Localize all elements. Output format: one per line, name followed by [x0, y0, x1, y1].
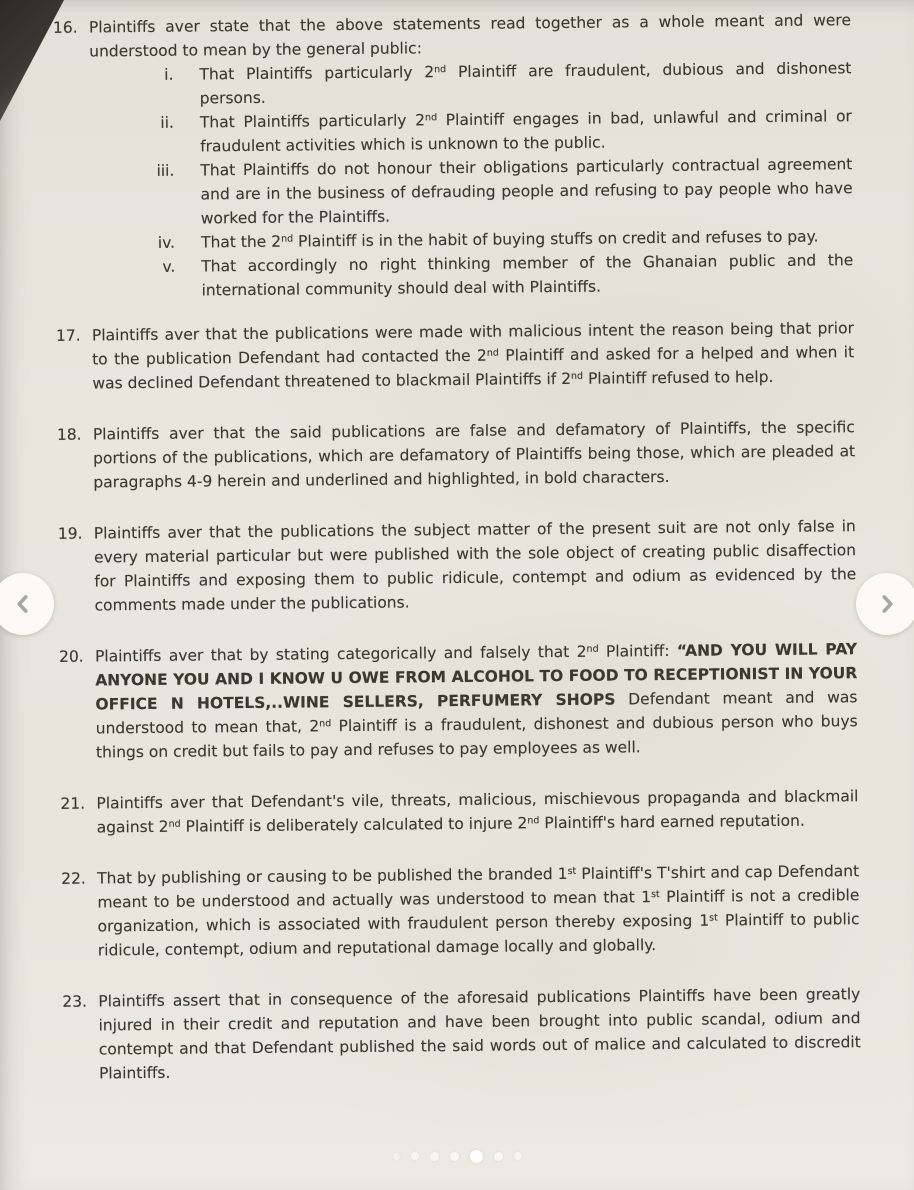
carousel-prev-button[interactable]	[0, 573, 54, 635]
text-segment: Plaintiff's T'shirt and cap Defendant meant to be understood and actually was understood to mean that 1	[97, 862, 860, 912]
sub-item-text	[201, 248, 853, 302]
sub-item-marker: iii.	[156, 161, 175, 180]
text-segment: That accordingly no right thinking member of the Ghanaian public and the international community should deal with Plaintiffs.	[201, 251, 854, 300]
paragraph-18	[57, 415, 856, 495]
superscript: nd	[424, 112, 438, 124]
superscript: nd	[319, 718, 332, 730]
carousel-next-button[interactable]	[856, 573, 914, 635]
carousel-dot	[514, 1152, 522, 1160]
text-segment: That the 2	[200, 232, 282, 252]
carousel-dot	[450, 1152, 459, 1161]
text-segment: That Plaintiffs particularly 2	[199, 111, 426, 132]
text-segment: Plaintiff are fraudulent, dubious and dishonest persons.	[199, 59, 852, 108]
text-segment: Plaintiffs aver state that the above statements read together as a whole meant and were understood to mean by the general public:	[88, 11, 852, 61]
sub-item-marker: v.	[162, 257, 176, 276]
superscript: st	[567, 865, 577, 877]
paragraph-number: 17.	[55, 326, 81, 345]
paragraph-text	[95, 637, 858, 764]
text-segment: Plaintiff is in the habit of buying stuffs on credit and refuses to pay.	[293, 227, 819, 251]
paragraph-16	[53, 8, 854, 304]
paragraph-text	[98, 982, 861, 1085]
superscript: nd	[486, 347, 499, 359]
sub-item-text	[200, 152, 853, 230]
sub-item-list	[89, 56, 853, 303]
paragraph-19	[58, 514, 857, 618]
text-segment: That Plaintiffs particularly 2	[199, 63, 435, 84]
superscript: st	[650, 889, 660, 901]
superscript: nd	[434, 64, 447, 76]
text-segment: Plaintiffs aver that Defendant's vile, threats, malicious, mischievous propaganda and blackmail against 2	[96, 787, 859, 837]
paragraph-number: 22.	[61, 869, 86, 888]
sub-item	[91, 248, 853, 303]
text-segment: Plaintiff:	[598, 641, 677, 661]
superscript: nd	[586, 643, 599, 655]
sub-item-text	[199, 56, 851, 110]
text-segment: Plaintiff's hard earned reputation.	[539, 811, 805, 833]
paragraph-17	[56, 316, 855, 396]
carousel-dot	[430, 1152, 439, 1161]
text-segment: Plaintiffs assert that in consequence of the aforesaid publications Plaintiffs have been greatly injured in their credit and reputation and have been brought into public scandal, odium and contempt and that Defendant published the said words out of malice and calculated to discredit Plaintiffs.	[98, 985, 861, 1083]
text-segment: Defendant meant and was understood to mean that, 2	[95, 688, 858, 738]
chevron-right-icon	[874, 591, 900, 617]
sub-item	[90, 152, 853, 231]
carousel-dots	[0, 1147, 914, 1165]
superscript: st	[709, 912, 718, 924]
paragraph-22	[61, 859, 860, 963]
text-segment: Plaintiff engages in bad, unlawful and criminal or fraudulent activities which is unknown to the public.	[200, 107, 852, 156]
bold-quote-text: “AND YOU WILL PAY ANYONE YOU AND I KNOW U OWE FROM ALCOHOL TO FOOD TO RECEPTIONIST IN YOUR OFFICE N HOTELS,..WINE SELLERS, PERFUMERY SHOPS	[95, 640, 858, 714]
sub-item-text	[200, 104, 852, 158]
text-segment: Plaintiff refused to help.	[583, 367, 774, 388]
chevron-left-icon	[10, 591, 36, 617]
paragraph-23	[62, 982, 861, 1086]
paragraph-text	[93, 415, 856, 494]
sub-item-marker: ii.	[160, 113, 175, 132]
paragraph-number: 23.	[62, 992, 88, 1011]
paragraph-text	[94, 514, 857, 617]
text-segment: Plaintiff and asked for a helped and when it was declined Defendant threatened to blackmail Plaintiffs if 2	[92, 343, 855, 393]
carousel-dot	[411, 1152, 419, 1160]
carousel-dot	[393, 1153, 400, 1160]
sub-item-marker: i.	[164, 65, 174, 84]
paragraph-text	[92, 316, 855, 395]
sub-item	[90, 104, 852, 159]
document-body	[53, 8, 861, 1086]
paragraph-number: 19.	[57, 524, 83, 543]
text-segment: Plaintiffs aver that by stating categorically and falsely that 2	[94, 642, 587, 666]
text-segment: That Plaintiffs do not honour their obligations particularly contractual agreement and are in the business of defrauding people and refusing to pay people who have worked for the Plaintiffs.	[200, 155, 853, 228]
superscript: nd	[527, 815, 540, 827]
paragraph-text	[89, 8, 854, 303]
paragraph-21	[60, 784, 858, 840]
sub-item	[89, 56, 851, 111]
carousel-dot-active	[470, 1150, 483, 1163]
superscript: nd	[570, 370, 584, 382]
superscript: nd	[168, 818, 181, 830]
superscript: nd	[281, 233, 294, 245]
sub-item-marker: iv.	[157, 233, 176, 252]
paragraph-number: 21.	[60, 794, 86, 813]
text-segment: Plaintiff to public ridicule, contempt, odium and reputational damage locally and globally.	[97, 910, 860, 960]
paragraph-20	[59, 637, 858, 765]
text-segment: Plaintiff is a fraudulent, dishonest and dubious person who buys things on credit but fails to pay and refuses to pay employees as well.	[95, 712, 858, 762]
paragraph-number: 18.	[56, 425, 82, 444]
paragraph-text	[96, 784, 858, 839]
text-segment: That by publishing or causing to be published the branded 1	[97, 864, 568, 888]
paragraph-text	[97, 859, 860, 962]
paragraph-number: 20.	[58, 647, 84, 666]
paragraph-number: 16.	[52, 18, 78, 37]
text-segment: Plaintiff is deliberately calculated to injure 2	[180, 814, 528, 836]
text-segment: Plaintiffs aver that the said publications are false and defamatory of Plaintiffs, the specific portions of the publications, which are defamatory of Plaintiffs being those, which are pleaded at paragraphs 4-9 herein and underlined and highlighted, in bold characters.	[92, 418, 856, 492]
text-segment: Plaintiffs aver that the publications were made with malicious intent the reason being that prior to the publication Defendant had contacted the 2	[91, 319, 855, 369]
text-segment: Plaintiffs aver that the publications the subject matter of the present suit are not only false in every material particular but were published with the sole object of creating public disaffection for Plaintiffs and exposing them to public ridicule, contempt and odium as evidenced by the comments made under the publications.	[93, 517, 857, 615]
carousel-dot	[494, 1152, 503, 1161]
text-segment: Plaintiff is not a credible organization, which is associated with fraudulent person thereby exposing 1	[97, 886, 860, 936]
